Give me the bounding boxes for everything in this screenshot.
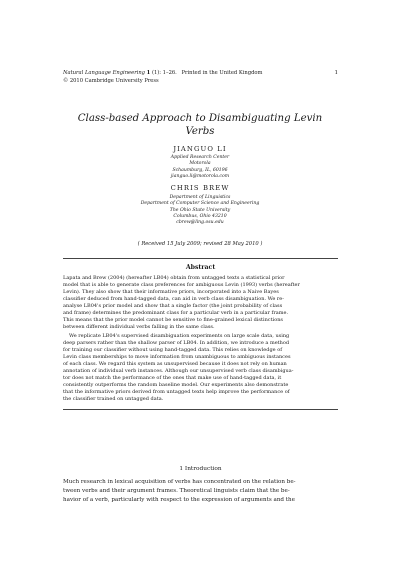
abstract-line: the classifier trained on untagged data. — [63, 396, 164, 403]
affiliation-line: The Ohio State University — [169, 207, 231, 213]
journal-citation — [63, 70, 262, 77]
received-dates: ( Received 15 July 2009; revised 28 May 2010 ) — [137, 241, 263, 247]
abstract-line: model that is able to generate class preferences for ambiguous Levin (1993) verbs (hereafter — [63, 282, 300, 289]
abstract-line: Lapata and Brew (2004) (hereafter LB04) obtain from untagged texts a statistical prior — [63, 275, 285, 281]
abstract-line: deep parsers rather than the shallow parser of LB04. In addition, we introduce a method — [63, 340, 290, 347]
abstract-line: of each class. We regard this system as unsupervised because it does not rely on human — [63, 361, 287, 368]
abstract-line: classifier deduced from hand-tagged data, can aid in verb class disambiguation. We re- — [63, 296, 284, 303]
body-line: Much research in lexical acquisition of verbs has concentrated on the relation be- — [63, 479, 296, 485]
author-email: cbrew@ling.osu.edu — [176, 220, 224, 226]
abstract-line: This means that the prior model cannot be sensitive to fine-grained lexical distinctions — [63, 317, 284, 324]
author-affiliation — [40, 195, 360, 226]
abstract-line: for training our classifier without using hand-tagged data. This relies on knowledge of — [63, 347, 283, 354]
abstract-line: consistently outperforms the random baseline model. Our experiments also demonstrate — [63, 382, 289, 389]
section-heading: 1 Introduction — [179, 466, 222, 472]
abstract-line: annotation of individual verb instances. Although our unsupervised verb class disambigua- — [63, 368, 294, 375]
body-line: tween verbs and their argument frames. Theoretical linguists claim that the be- — [63, 488, 290, 495]
abstract-line: analyse LB04's prior model and show that a single factor (the joint probability of class — [63, 303, 283, 310]
journal-volume: 1 — [146, 70, 151, 76]
abstract-line: Levin). They also show that their informative priors, incorporated into a Naive Bayes — [63, 289, 279, 296]
abstract-paragraph — [63, 333, 338, 403]
copyright-line: © 2010 Cambridge University Press — [63, 78, 159, 84]
abstract-line: Levin class memberships to move information from unambiguous to ambiguous instances — [63, 354, 291, 361]
abstract-bottom-rule — [63, 409, 338, 410]
author-name: JIANGUO LI — [173, 145, 227, 153]
affiliation-line: Department of Linguistics — [169, 195, 231, 200]
journal-name: Natural Language Engineering — [63, 70, 145, 76]
body-line: havior of a verb, particularly with respect to the expression of arguments and the — [63, 497, 295, 504]
section-body — [63, 478, 338, 505]
affiliation-line: Applied Research Center — [170, 155, 230, 160]
page-number: 1 — [334, 70, 338, 76]
abstract-heading: Abstract — [185, 264, 216, 271]
author-affiliation — [40, 155, 360, 180]
abstract-line: tor does not match the performance of the ones that make use of hand-tagged data, it — [63, 375, 282, 382]
journal-issue-pages: (1): 1–26. — [151, 70, 177, 76]
abstract-line: between different individual verbs falling in the same class. — [63, 324, 215, 331]
abstract-line: We replicate LB04's supervised disambiguation experiments on large scale data, using — [69, 333, 290, 339]
abstract-paragraph — [63, 275, 338, 331]
printed-note: Printed in the United Kingdom — [181, 70, 263, 76]
title-line: Class-based Approach to Disambiguating Levin — [77, 113, 323, 124]
author-email: jianguo.li@motorola.com — [170, 173, 230, 179]
affiliation-line: Columbus, Ohio 43210 — [173, 213, 227, 219]
abstract-top-rule — [63, 258, 338, 259]
affiliation-line: Department of Computer Science and Engineering — [140, 201, 260, 207]
title-line: Verbs — [185, 126, 215, 137]
affiliation-line: Schaumburg, IL, 60196 — [172, 167, 228, 173]
affiliation-line: Motorola — [189, 161, 211, 167]
author-name: CHRIS BREW — [170, 184, 230, 192]
abstract-line: that the informative priors derived from untagged texts help improve the performance of — [63, 389, 290, 396]
paper-title — [40, 112, 360, 138]
abstract-line: and frame) determines the predominant class for a particular verb in a particular frame. — [63, 310, 289, 317]
